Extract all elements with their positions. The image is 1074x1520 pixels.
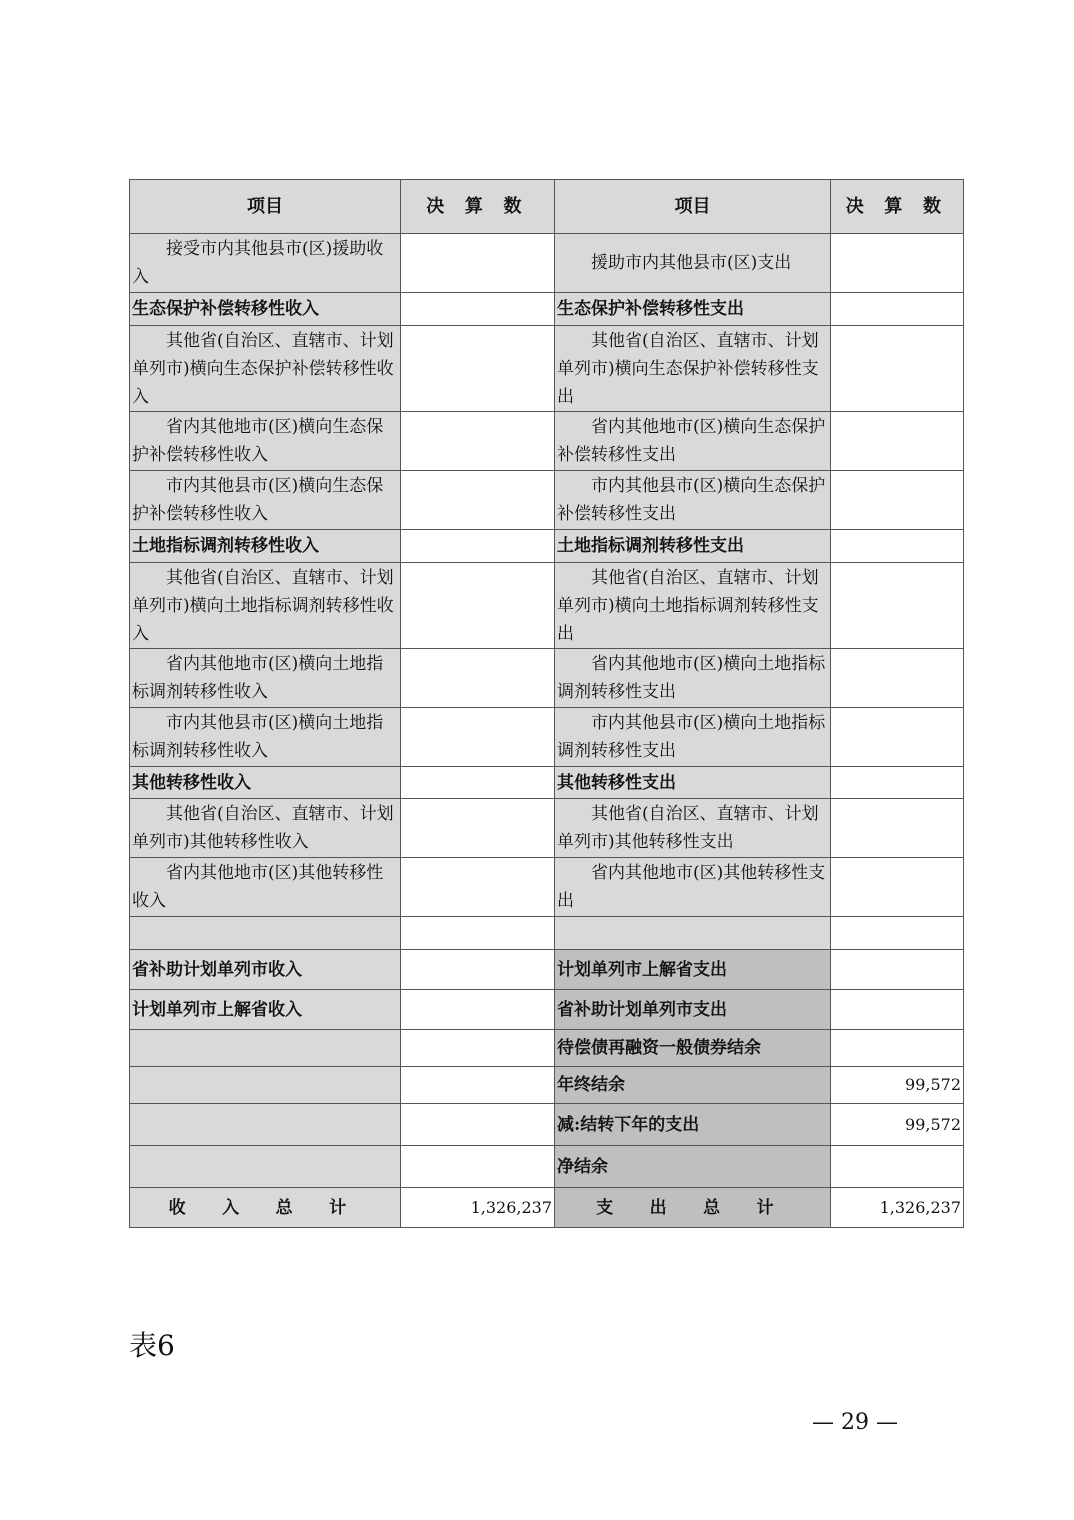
income-amount [401,950,555,990]
expense-amount [831,1030,964,1067]
expense-amount [831,563,964,649]
expense-item: 计划单列市上解省支出 [555,950,831,990]
expense-total-label: 支 出 总 计 [555,1188,831,1228]
expense-amount [831,234,964,293]
income-amount [401,858,555,917]
expense-total-value: 1,326,237 [831,1188,964,1228]
table-row [130,293,964,326]
income-item: 计划单列市上解省收入 [130,990,401,1030]
table-row [130,326,964,412]
table-number-label: 表6 [129,1329,175,1362]
income-item: 生态保护补偿转移性收入 [130,293,401,326]
income-item: 其他省(自治区、直辖市、计划单列市)其他转移性收入 [130,799,401,858]
expense-item: 援助市内其他县市(区)支出 [555,234,831,293]
expense-item: 市内其他县市(区)横向土地指标调剂转移性支出 [555,708,831,767]
expense-amount [831,293,964,326]
income-item [130,1067,401,1104]
income-item: 其他转移性收入 [130,767,401,799]
page-number: — 29 — [812,1410,898,1435]
header-item-expense: 项目 [555,180,831,234]
income-item: 其他省(自治区、直辖市、计划单列市)横向生态保护补偿转移性收入 [130,326,401,412]
income-item: 省补助计划单列市收入 [130,950,401,990]
income-item: 土地指标调剂转移性收入 [130,530,401,563]
expense-amount: 99,572 [831,1104,964,1146]
income-amount [401,1146,555,1188]
income-amount [401,649,555,708]
table-row [130,563,964,649]
header-amount-income: 决 算 数 [401,180,555,234]
table-row [130,649,964,708]
income-item [130,917,401,950]
expense-item: 其他省(自治区、直辖市、计划单列市)横向土地指标调剂转移性支出 [555,563,831,649]
income-item: 其他省(自治区、直辖市、计划单列市)横向土地指标调剂转移性收入 [130,563,401,649]
income-item [130,1146,401,1188]
table-row [130,917,964,950]
expense-item: 省内其他地市(区)其他转移性支出 [555,858,831,917]
expense-amount [831,708,964,767]
income-item: 市内其他县市(区)横向生态保护补偿转移性收入 [130,471,401,530]
income-amount [401,1030,555,1067]
income-amount [401,326,555,412]
table-row [130,708,964,767]
table-row [130,234,964,293]
expense-amount [831,412,964,471]
income-item [130,1030,401,1067]
expense-item: 其他省(自治区、直辖市、计划单列市)横向生态保护补偿转移性支出 [555,326,831,412]
table-row [130,950,964,990]
income-item: 省内其他地市(区)横向生态保护补偿转移性收入 [130,412,401,471]
income-item: 省内其他地市(区)其他转移性收入 [130,858,401,917]
expense-item: 省内其他地市(区)横向土地指标调剂转移性支出 [555,649,831,708]
expense-amount [831,326,964,412]
income-amount [401,1067,555,1104]
header-item-income: 项目 [130,180,401,234]
income-amount [401,767,555,799]
income-item: 接受市内其他县市(区)援助收入 [130,234,401,293]
table-row [130,1030,964,1067]
income-amount [401,234,555,293]
income-amount [401,799,555,858]
expense-amount [831,950,964,990]
expense-amount [831,530,964,563]
income-total-label: 收 入 总 计 [130,1188,401,1228]
income-amount [401,530,555,563]
table-row [130,412,964,471]
income-amount [401,563,555,649]
table-row [130,1104,964,1146]
header-amount-expense: 决 算 数 [831,180,964,234]
income-amount [401,708,555,767]
expense-item: 其他转移性支出 [555,767,831,799]
expense-item [555,917,831,950]
expense-amount [831,1146,964,1188]
table-row [130,990,964,1030]
income-item: 省内其他地市(区)横向土地指标调剂转移性收入 [130,649,401,708]
income-amount [401,471,555,530]
table-row [130,1067,964,1104]
expense-amount: 99,572 [831,1067,964,1104]
income-amount [401,1104,555,1146]
table-header-row [130,180,964,234]
table-row [130,471,964,530]
income-amount [401,412,555,471]
expense-amount [831,649,964,708]
income-amount [401,917,555,950]
expense-item: 省内其他地市(区)横向生态保护补偿转移性支出 [555,412,831,471]
expense-item: 减:结转下年的支出 [555,1104,831,1146]
table-row [130,530,964,563]
expense-amount [831,767,964,799]
expense-amount [831,799,964,858]
expense-item: 市内其他县市(区)横向生态保护补偿转移性支出 [555,471,831,530]
income-total-value: 1,326,237 [401,1188,555,1228]
expense-item: 待偿债再融资一般债券结余 [555,1030,831,1067]
expense-item: 生态保护补偿转移性支出 [555,293,831,326]
expense-amount [831,990,964,1030]
expense-item: 年终结余 [555,1067,831,1104]
table-row [130,858,964,917]
income-item: 市内其他县市(区)横向土地指标调剂转移性收入 [130,708,401,767]
budget-table [129,179,964,1228]
income-amount [401,293,555,326]
expense-item: 土地指标调剂转移性支出 [555,530,831,563]
income-amount [401,990,555,1030]
expense-item: 其他省(自治区、直辖市、计划单列市)其他转移性支出 [555,799,831,858]
expense-amount [831,858,964,917]
expense-item: 净结余 [555,1146,831,1188]
expense-amount [831,471,964,530]
totals-row [130,1188,964,1228]
table-row [130,767,964,799]
expense-amount [831,917,964,950]
income-item [130,1104,401,1146]
table-row [130,1146,964,1188]
expense-item: 省补助计划单列市支出 [555,990,831,1030]
table-row [130,799,964,858]
